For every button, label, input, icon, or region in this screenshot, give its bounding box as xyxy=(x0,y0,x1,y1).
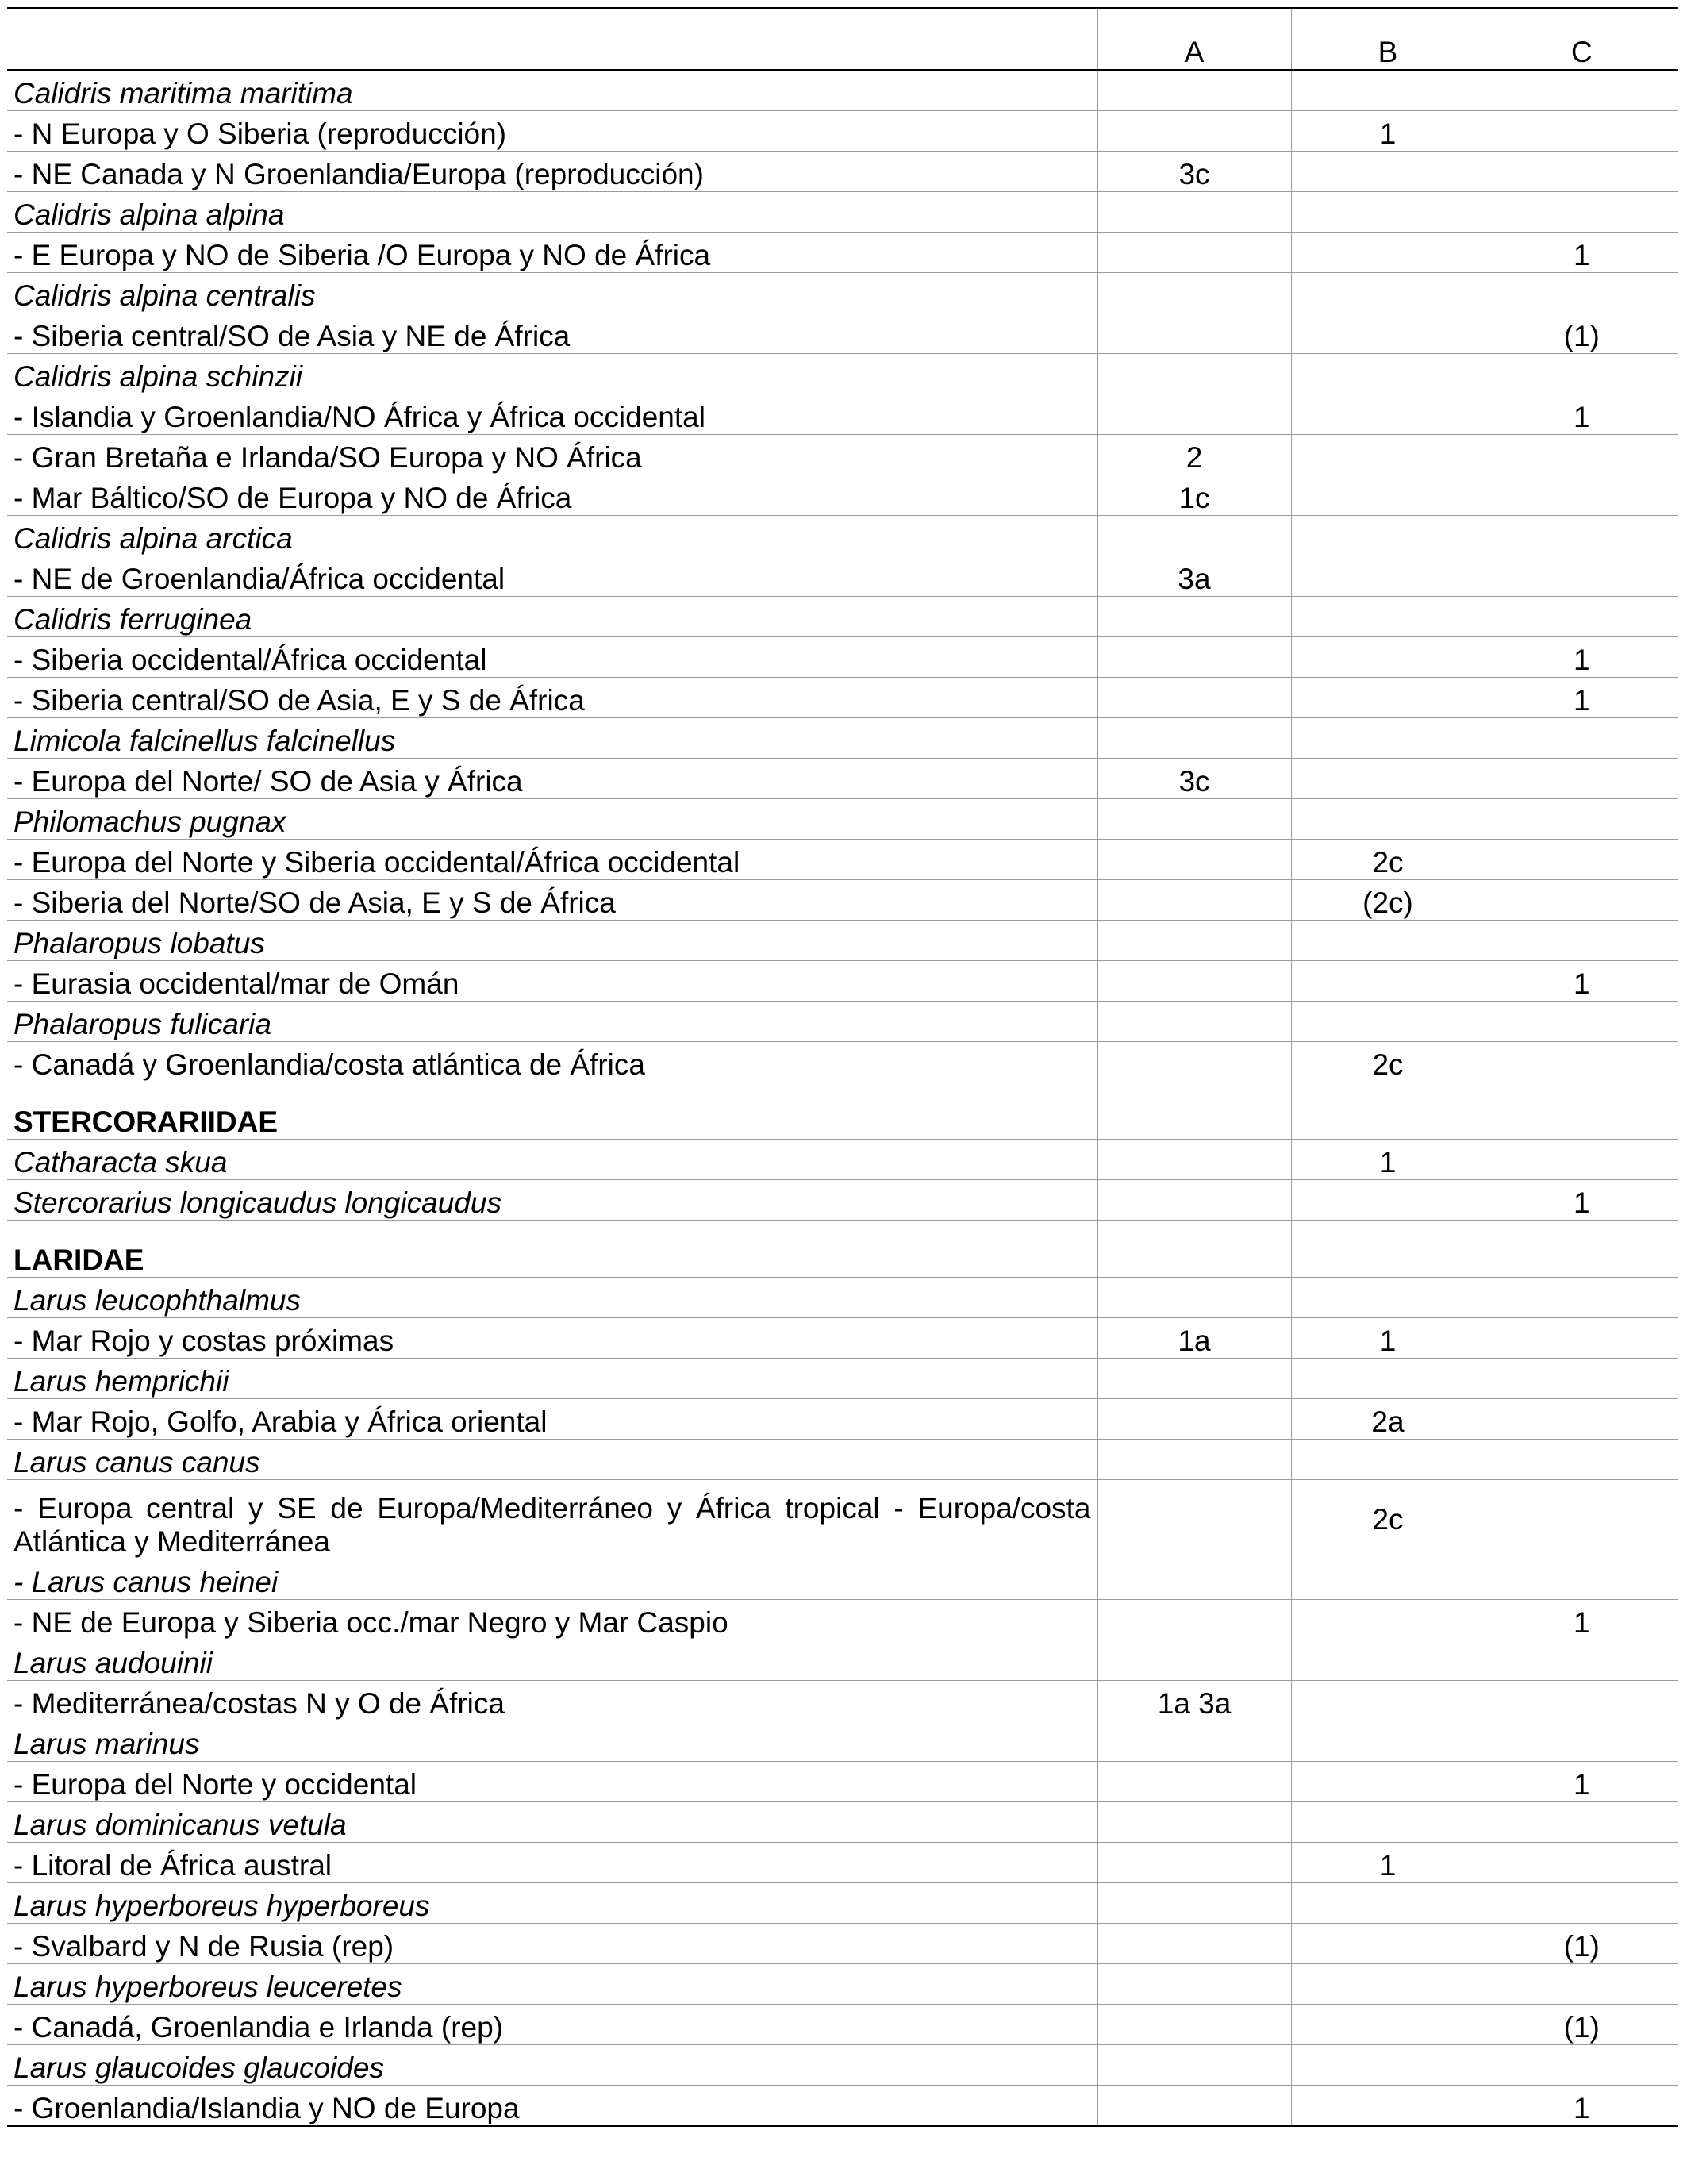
row-description: Calidris alpina schinzii xyxy=(7,354,1097,394)
row-description: Phalaropus fulicaria xyxy=(7,1002,1097,1042)
species-name-row xyxy=(7,516,1678,556)
cell-column-b xyxy=(1291,556,1485,597)
cell-column-c xyxy=(1485,1640,1678,1681)
species-name-row xyxy=(7,192,1678,233)
cell-column-c xyxy=(1485,516,1678,556)
row-description: Phalaropus lobatus xyxy=(7,921,1097,961)
cell-column-c xyxy=(1485,921,1678,961)
cell-column-a: 2 xyxy=(1097,435,1291,475)
row-description: - Mar Rojo y costas próximas xyxy=(7,1318,1097,1359)
cell-column-c xyxy=(1485,1440,1678,1480)
population-row xyxy=(7,2005,1678,2045)
row-description: - NE de Groenlandia/África occidental xyxy=(7,556,1097,597)
species-table xyxy=(7,7,1678,2127)
cell-column-b: 1 xyxy=(1291,1843,1485,1883)
row-description: STERCORARIIDAE xyxy=(7,1082,1097,1140)
cell-column-c: 1 xyxy=(1485,678,1678,718)
family-heading-row xyxy=(7,1082,1678,1140)
cell-column-a xyxy=(1097,880,1291,921)
population-row xyxy=(7,1924,1678,1964)
species-name-row xyxy=(7,1559,1678,1600)
header-column-b: B xyxy=(1291,8,1485,70)
document-page xyxy=(7,7,1678,2127)
row-description: Calidris ferruginea xyxy=(7,597,1097,637)
cell-column-a xyxy=(1097,233,1291,273)
cell-column-b: 2c xyxy=(1291,1042,1485,1082)
species-name-row xyxy=(7,354,1678,394)
cell-column-a xyxy=(1097,516,1291,556)
row-description: - Europa del Norte/ SO de Asia y África xyxy=(7,759,1097,799)
species-name-row xyxy=(7,1278,1678,1318)
cell-column-c: (1) xyxy=(1485,1924,1678,1964)
row-description: Larus glaucoides glaucoides xyxy=(7,2045,1097,2086)
cell-column-b xyxy=(1291,637,1485,678)
row-description: Stercorarius longicaudus longicaudus xyxy=(7,1180,1097,1221)
cell-column-c xyxy=(1485,759,1678,799)
cell-column-a xyxy=(1097,799,1291,840)
cell-column-b xyxy=(1291,394,1485,435)
cell-column-a: 3c xyxy=(1097,152,1291,192)
cell-column-c xyxy=(1485,1399,1678,1440)
cell-column-b xyxy=(1291,1559,1485,1600)
cell-column-c: 1 xyxy=(1485,394,1678,435)
row-description: - E Europa y NO de Siberia /O Europa y NO de África xyxy=(7,233,1097,273)
cell-column-c xyxy=(1485,718,1678,759)
row-description: - N Europa y O Siberia (reproducción) xyxy=(7,111,1097,152)
population-row xyxy=(7,1681,1678,1721)
row-description: - Siberia occidental/África occidental xyxy=(7,637,1097,678)
cell-column-c xyxy=(1485,1883,1678,1924)
family-heading-row xyxy=(7,1221,1678,1278)
cell-column-c xyxy=(1485,840,1678,880)
cell-column-a: 1c xyxy=(1097,475,1291,516)
cell-column-c xyxy=(1485,1480,1678,1559)
row-description: - NE Canada y N Groenlandia/Europa (reproducción) xyxy=(7,152,1097,192)
population-row xyxy=(7,759,1678,799)
cell-column-b: 2c xyxy=(1291,1480,1485,1559)
species-name-row xyxy=(7,921,1678,961)
cell-column-b xyxy=(1291,1359,1485,1399)
cell-column-c: 1 xyxy=(1485,637,1678,678)
cell-column-b xyxy=(1291,475,1485,516)
cell-column-b: (2c) xyxy=(1291,880,1485,921)
species-name-row xyxy=(7,1883,1678,1924)
row-description: Larus leucophthalmus xyxy=(7,1278,1097,1318)
species-name-row xyxy=(7,597,1678,637)
cell-column-b xyxy=(1291,516,1485,556)
cell-column-b xyxy=(1291,233,1485,273)
cell-column-b xyxy=(1291,1221,1485,1278)
row-description: Larus hyperboreus leuceretes xyxy=(7,1964,1097,2005)
species-name-row xyxy=(7,1802,1678,1843)
population-row xyxy=(7,556,1678,597)
population-row xyxy=(7,2086,1678,2127)
cell-column-b xyxy=(1291,1002,1485,1042)
cell-column-a xyxy=(1097,1140,1291,1180)
cell-column-a xyxy=(1097,1002,1291,1042)
species-name-row xyxy=(7,1440,1678,1480)
cell-column-a xyxy=(1097,1721,1291,1762)
cell-column-a: 1a 3a xyxy=(1097,1681,1291,1721)
cell-column-c xyxy=(1485,1082,1678,1140)
cell-column-c xyxy=(1485,152,1678,192)
cell-column-c xyxy=(1485,556,1678,597)
cell-column-b xyxy=(1291,1721,1485,1762)
cell-column-a xyxy=(1097,2005,1291,2045)
species-name-row xyxy=(7,1002,1678,1042)
population-row xyxy=(7,678,1678,718)
cell-column-a xyxy=(1097,192,1291,233)
cell-column-a xyxy=(1097,1221,1291,1278)
cell-column-b xyxy=(1291,1924,1485,1964)
row-description: - Eurasia occidental/mar de Omán xyxy=(7,961,1097,1002)
cell-column-a xyxy=(1097,1762,1291,1802)
population-row xyxy=(7,1600,1678,1640)
cell-column-c: 1 xyxy=(1485,2086,1678,2127)
cell-column-a xyxy=(1097,354,1291,394)
cell-column-c xyxy=(1485,2045,1678,2086)
cell-column-a xyxy=(1097,637,1291,678)
population-row xyxy=(7,1480,1678,1559)
cell-column-b xyxy=(1291,718,1485,759)
cell-column-a xyxy=(1097,1480,1291,1559)
cell-column-b xyxy=(1291,961,1485,1002)
cell-column-c xyxy=(1485,435,1678,475)
cell-column-a xyxy=(1097,2045,1291,2086)
cell-column-b xyxy=(1291,70,1485,111)
species-name-row xyxy=(7,273,1678,313)
cell-column-b xyxy=(1291,2005,1485,2045)
cell-column-a: 3a xyxy=(1097,556,1291,597)
row-description: Catharacta skua xyxy=(7,1140,1097,1180)
species-name-row xyxy=(7,2045,1678,2086)
cell-column-a xyxy=(1097,273,1291,313)
population-row xyxy=(7,961,1678,1002)
row-description: - Canadá, Groenlandia e Irlanda (rep) xyxy=(7,2005,1097,2045)
cell-column-b xyxy=(1291,2086,1485,2127)
cell-column-b xyxy=(1291,799,1485,840)
row-description: Calidris alpina arctica xyxy=(7,516,1097,556)
row-description: - Svalbard y N de Rusia (rep) xyxy=(7,1924,1097,1964)
cell-column-c xyxy=(1485,273,1678,313)
population-row xyxy=(7,1762,1678,1802)
cell-column-c xyxy=(1485,192,1678,233)
cell-column-b xyxy=(1291,1180,1485,1221)
row-description: - Canadá y Groenlandia/costa atlántica de África xyxy=(7,1042,1097,1082)
cell-column-b xyxy=(1291,1883,1485,1924)
species-name-row xyxy=(7,70,1678,111)
cell-column-a xyxy=(1097,1924,1291,1964)
row-description: Calidris alpina alpina xyxy=(7,192,1097,233)
row-description: - NE de Europa y Siberia occ./mar Negro y Mar Caspio xyxy=(7,1600,1097,1640)
cell-column-b xyxy=(1291,678,1485,718)
row-description: Larus marinus xyxy=(7,1721,1097,1762)
cell-column-b xyxy=(1291,2045,1485,2086)
row-description: - Groenlandia/Islandia y NO de Europa xyxy=(7,2086,1097,2127)
species-name-row xyxy=(7,799,1678,840)
cell-column-b xyxy=(1291,273,1485,313)
row-description: Larus dominicanus vetula xyxy=(7,1802,1097,1843)
row-description: Larus canus canus xyxy=(7,1440,1097,1480)
row-description: - Europa del Norte y Siberia occidental/África occidental xyxy=(7,840,1097,880)
cell-column-a xyxy=(1097,313,1291,354)
cell-column-c: 1 xyxy=(1485,961,1678,1002)
row-description: - Mar Rojo, Golfo, Arabia y África oriental xyxy=(7,1399,1097,1440)
cell-column-c xyxy=(1485,1002,1678,1042)
row-description: - Mediterránea/costas N y O de África xyxy=(7,1681,1097,1721)
cell-column-a xyxy=(1097,1843,1291,1883)
cell-column-b xyxy=(1291,152,1485,192)
cell-column-b xyxy=(1291,354,1485,394)
cell-column-b: 1 xyxy=(1291,1140,1485,1180)
cell-column-b xyxy=(1291,313,1485,354)
population-row xyxy=(7,394,1678,435)
header-description xyxy=(7,8,1097,70)
header-column-a: A xyxy=(1097,8,1291,70)
row-description: Calidris alpina centralis xyxy=(7,273,1097,313)
cell-column-c xyxy=(1485,1318,1678,1359)
cell-column-a xyxy=(1097,1964,1291,2005)
cell-column-a: 3c xyxy=(1097,759,1291,799)
population-row xyxy=(7,1843,1678,1883)
row-description: - Europa central y SE de Europa/Mediterráneo y África tropical - Europa/costa Atlántica y Mediterránea xyxy=(7,1480,1097,1559)
cell-column-a xyxy=(1097,921,1291,961)
cell-column-b: 1 xyxy=(1291,111,1485,152)
cell-column-c xyxy=(1485,1843,1678,1883)
cell-column-b xyxy=(1291,921,1485,961)
table-header-row xyxy=(7,8,1678,70)
cell-column-a xyxy=(1097,961,1291,1002)
cell-column-b xyxy=(1291,1278,1485,1318)
cell-column-b: 2c xyxy=(1291,840,1485,880)
cell-column-a xyxy=(1097,1440,1291,1480)
row-description: - Gran Bretaña e Irlanda/SO Europa y NO África xyxy=(7,435,1097,475)
cell-column-c xyxy=(1485,111,1678,152)
cell-column-a xyxy=(1097,1640,1291,1681)
cell-column-a xyxy=(1097,394,1291,435)
row-description: - Siberia del Norte/SO de Asia, E y S de África xyxy=(7,880,1097,921)
cell-column-c xyxy=(1485,70,1678,111)
cell-column-c: 1 xyxy=(1485,233,1678,273)
row-description: Philomachus pugnax xyxy=(7,799,1097,840)
row-description: - Mar Báltico/SO de Europa y NO de África xyxy=(7,475,1097,516)
population-row xyxy=(7,1318,1678,1359)
cell-column-b xyxy=(1291,1082,1485,1140)
cell-column-c xyxy=(1485,1042,1678,1082)
population-row xyxy=(7,1399,1678,1440)
cell-column-c xyxy=(1485,880,1678,921)
cell-column-c: 1 xyxy=(1485,1600,1678,1640)
species-name-row xyxy=(7,718,1678,759)
population-row xyxy=(7,840,1678,880)
cell-column-a xyxy=(1097,1600,1291,1640)
cell-column-a xyxy=(1097,1278,1291,1318)
cell-column-b xyxy=(1291,1964,1485,2005)
cell-column-a xyxy=(1097,1559,1291,1600)
row-description: - Larus canus heinei xyxy=(7,1559,1097,1600)
row-description: - Europa del Norte y occidental xyxy=(7,1762,1097,1802)
species-name-row xyxy=(7,1140,1678,1180)
cell-column-a xyxy=(1097,1180,1291,1221)
cell-column-b xyxy=(1291,1681,1485,1721)
population-row xyxy=(7,637,1678,678)
cell-column-c xyxy=(1485,1559,1678,1600)
cell-column-b xyxy=(1291,597,1485,637)
cell-column-a xyxy=(1097,111,1291,152)
table-body xyxy=(7,70,1678,2126)
cell-column-c xyxy=(1485,1359,1678,1399)
cell-column-b xyxy=(1291,192,1485,233)
cell-column-b xyxy=(1291,1762,1485,1802)
cell-column-a xyxy=(1097,1042,1291,1082)
cell-column-c xyxy=(1485,1802,1678,1843)
species-name-row xyxy=(7,1640,1678,1681)
cell-column-c xyxy=(1485,1140,1678,1180)
cell-column-c xyxy=(1485,799,1678,840)
cell-column-a xyxy=(1097,1802,1291,1843)
cell-column-c: (1) xyxy=(1485,2005,1678,2045)
row-description: - Islandia y Groenlandia/NO África y África occidental xyxy=(7,394,1097,435)
population-row xyxy=(7,435,1678,475)
row-description: Larus audouinii xyxy=(7,1640,1097,1681)
cell-column-a xyxy=(1097,2086,1291,2127)
cell-column-a xyxy=(1097,840,1291,880)
population-row xyxy=(7,1042,1678,1082)
cell-column-a xyxy=(1097,718,1291,759)
population-row xyxy=(7,475,1678,516)
cell-column-c xyxy=(1485,597,1678,637)
cell-column-a xyxy=(1097,678,1291,718)
cell-column-b xyxy=(1291,435,1485,475)
cell-column-c xyxy=(1485,354,1678,394)
cell-column-b xyxy=(1291,759,1485,799)
row-description: - Litoral de África austral xyxy=(7,1843,1097,1883)
cell-column-c xyxy=(1485,1278,1678,1318)
species-name-row xyxy=(7,1964,1678,2005)
row-description: - Siberia central/SO de Asia y NE de África xyxy=(7,313,1097,354)
row-description: Calidris maritima maritima xyxy=(7,70,1097,111)
cell-column-a xyxy=(1097,1883,1291,1924)
species-name-row xyxy=(7,1359,1678,1399)
cell-column-a: 1a xyxy=(1097,1318,1291,1359)
cell-column-c xyxy=(1485,1221,1678,1278)
cell-column-b xyxy=(1291,1600,1485,1640)
population-row xyxy=(7,152,1678,192)
row-description: Limicola falcinellus falcinellus xyxy=(7,718,1097,759)
population-row xyxy=(7,233,1678,273)
cell-column-a xyxy=(1097,70,1291,111)
cell-column-c xyxy=(1485,475,1678,516)
cell-column-c: (1) xyxy=(1485,313,1678,354)
cell-column-b xyxy=(1291,1640,1485,1681)
row-description: LARIDAE xyxy=(7,1221,1097,1278)
species-name-row xyxy=(7,1180,1678,1221)
row-description: - Siberia central/SO de Asia, E y S de África xyxy=(7,678,1097,718)
cell-column-c: 1 xyxy=(1485,1180,1678,1221)
species-name-row xyxy=(7,1721,1678,1762)
population-row xyxy=(7,313,1678,354)
cell-column-a xyxy=(1097,1082,1291,1140)
cell-column-a xyxy=(1097,1359,1291,1399)
population-row xyxy=(7,880,1678,921)
cell-column-b xyxy=(1291,1802,1485,1843)
row-description: Larus hyperboreus hyperboreus xyxy=(7,1883,1097,1924)
cell-column-b: 2a xyxy=(1291,1399,1485,1440)
cell-column-b: 1 xyxy=(1291,1318,1485,1359)
cell-column-a xyxy=(1097,1399,1291,1440)
row-description: Larus hemprichii xyxy=(7,1359,1097,1399)
cell-column-c xyxy=(1485,1964,1678,2005)
cell-column-c: 1 xyxy=(1485,1762,1678,1802)
cell-column-c xyxy=(1485,1681,1678,1721)
cell-column-a xyxy=(1097,597,1291,637)
population-row xyxy=(7,111,1678,152)
cell-column-b xyxy=(1291,1440,1485,1480)
cell-column-c xyxy=(1485,1721,1678,1762)
header-column-c: C xyxy=(1485,8,1678,70)
